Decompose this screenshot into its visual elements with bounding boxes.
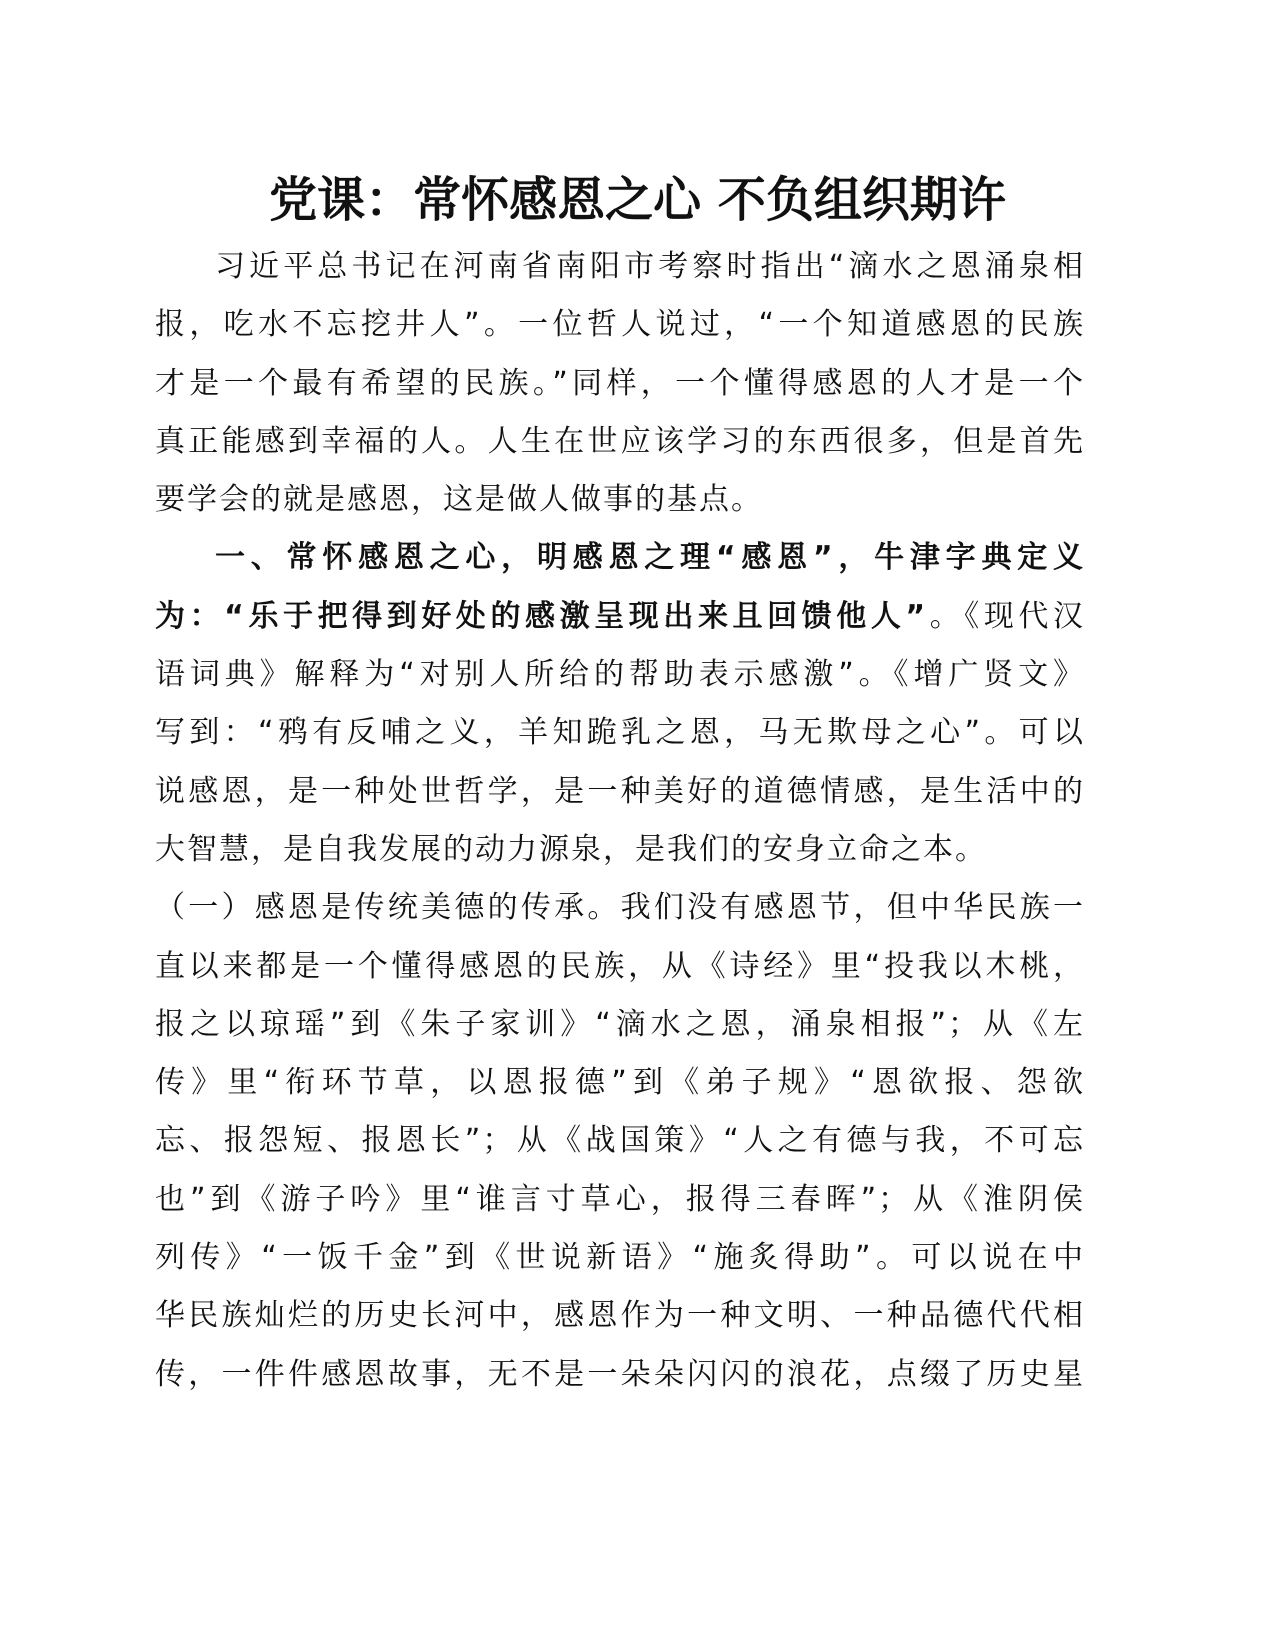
- text-line: 报之以琼瑶”到《朱子家训》“滴水之恩，涌泉相报”；从《左: [155, 1006, 1085, 1042]
- text-line: 华民族灿烂的历史长河中，感恩作为一种文明、一种品德代代相: [155, 1298, 1085, 1334]
- text-line: 报，吃水不忘挖井人”。一位哲人说过，“一个知道感恩的民族: [155, 307, 1085, 343]
- page-title: 党课：常怀感恩之心 不负组织期许: [269, 172, 1006, 228]
- text-line: [155, 588, 1085, 646]
- text-line: 传，一件件感恩故事，无不是一朵朵闪闪的浪花，点缀了历史星: [155, 1356, 1085, 1392]
- bold-text: 为：“乐于把得到好处的感激呈现出来且回馈他人”: [155, 598, 928, 634]
- text-line: 大智慧，是自我发展的动力源泉，是我们的安身立命之本。: [155, 831, 987, 867]
- text-rest: 。《现代汉: [927, 598, 1085, 634]
- text-line: 列传》“一饭千金”到《世说新语》“施炙得助”。可以说在中: [155, 1240, 1085, 1276]
- text-line: 习近平总书记在河南省南阳市考察时指出“滴水之恩涌泉相: [215, 249, 1085, 284]
- text-line: 直以来都是一个懂得感恩的民族，从《诗经》里“投我以木桃，: [155, 948, 1085, 984]
- text-line: 忘、报怨短、报恩长”；从《战国策》“人之有德与我，不可忘: [155, 1123, 1085, 1159]
- text-line: 写到：“鸦有反哺之义，羊知跪乳之恩，马无欺母之心”。可以: [155, 715, 1085, 751]
- text-line: 也”到《游子吟》里“谁言寸草心，报得三春晖”；从《淮阴侯: [155, 1181, 1085, 1217]
- text-line: 说感恩，是一种处世哲学，是一种美好的道德情感，是生活中的: [155, 773, 1085, 809]
- text-line: 传》里“衔环节草，以恩报德”到《弟子规》“恩欲报、怨欲: [155, 1065, 1085, 1101]
- document-body: [155, 238, 1085, 1404]
- text-line: 才是一个最有希望的民族。”同样，一个懂得感恩的人才是一个: [155, 365, 1085, 401]
- text-line: 真正能感到幸福的人。人生在世应该学习的东西很多，但是首先: [155, 423, 1085, 459]
- text-line: 语词典》解释为“对别人所给的帮助表示感激”。《增广贤文》: [155, 657, 1085, 693]
- text-line: 要学会的就是感恩，这是做人做事的基点。: [155, 482, 763, 518]
- text-line: 一、常怀感恩之心，明感恩之理“感恩”，牛津字典定义: [215, 540, 1085, 576]
- text-line: （一）感恩是传统美德的传承。我们没有感恩节，但中华民族一: [155, 890, 1085, 926]
